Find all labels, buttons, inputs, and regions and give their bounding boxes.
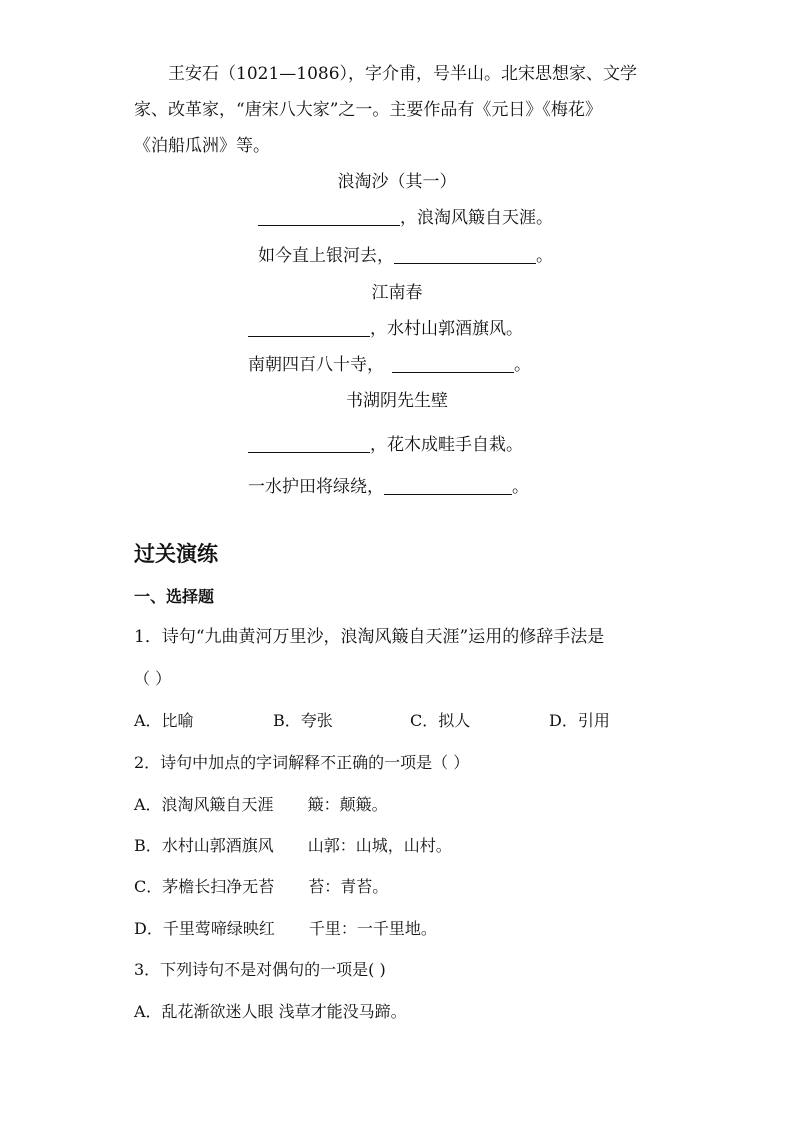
question-2-option-c[interactable] [134,874,388,900]
section-title: 过关演练 [134,542,218,566]
poem-text: ，水村山郭酒旗风。 [370,319,523,339]
option-gloss: 山郭：山城，山村。 [307,836,452,855]
question-2-option-a[interactable] [134,792,388,818]
poem-title-3: 书湖阴先生壁 [346,391,448,411]
question-1-option-a[interactable]: A．比喻 [134,711,194,730]
poem-1-line-1 [258,205,553,231]
option-poem: B．水村山郭酒旗风 [134,836,274,855]
poem-title-1: 浪淘沙（其一） [337,172,457,192]
option-gloss: 千里：一千里地。 [308,919,437,938]
question-1-option-d[interactable]: D．引用 [549,711,610,730]
poem-1-line-2 [258,243,553,269]
question-1-stem: 1．诗句“九曲黄河万里沙，浪淘风簸自天涯”运用的修辞手法是 [134,627,605,647]
poem-title-2: 江南春 [371,283,423,303]
poem-3-line-2 [248,474,529,500]
option-poem: D．千里莺啼绿映红 [134,919,275,938]
intro-line-3: 《泊船瓜洲》等。 [134,136,270,156]
question-1-option-c[interactable]: C．拟人 [410,711,471,730]
question-3-stem: 3．下列诗句不是对偶句的一项是( ) [134,960,386,979]
poem-3-line-1 [248,432,523,458]
question-2-option-d[interactable] [134,916,437,942]
poem-2-line-1 [248,316,523,342]
poem-text: 如今直上银河去， [258,246,394,266]
answer-blank[interactable] [384,494,512,495]
answer-blank[interactable] [258,225,400,226]
option-poem: A．浪淘风簸自天涯 [134,795,274,814]
option-gloss: 苔：青苔。 [308,877,389,896]
question-2-stem: 2．诗句中加点的字词解释不正确的一项是（ ） [134,753,470,772]
intro-line-2: 家、改革家，“唐宋八大家”之一。主要作品有《元日》《梅花》 [134,100,602,120]
option-gloss: 簸：颠簸。 [307,795,388,814]
question-1-option-b[interactable]: B．夸张 [273,711,333,730]
question-3-option-a[interactable]: A．乱花渐欲迷人眼 浅草才能没马蹄。 [134,1002,407,1021]
answer-blank[interactable] [394,263,536,264]
answer-blank[interactable] [248,452,370,453]
question-2-option-b[interactable] [134,833,452,859]
poem-text: 。 [514,355,531,375]
poem-text: ，花木成畦手自栽。 [370,435,523,455]
answer-blank[interactable] [248,336,370,337]
option-poem: C．茅檐长扫净无苔 [134,877,275,896]
subsection-title: 一、选择题 [134,587,215,606]
poem-text: ，浪淘风簸自天涯。 [400,208,553,228]
poem-text: 。 [512,477,529,497]
poem-text: 一水护田将绿绕， [248,477,384,497]
poem-text: 。 [536,246,553,266]
poem-2-line-2 [248,352,531,378]
intro-line-1: 王安石（1021—1086），字介甫，号半山。北宋思想家、文学 [168,64,638,84]
answer-blank[interactable] [392,372,514,373]
question-1-answer-bracket: （ ） [134,669,172,688]
poem-text: 南朝四百八十寺， [248,355,384,375]
